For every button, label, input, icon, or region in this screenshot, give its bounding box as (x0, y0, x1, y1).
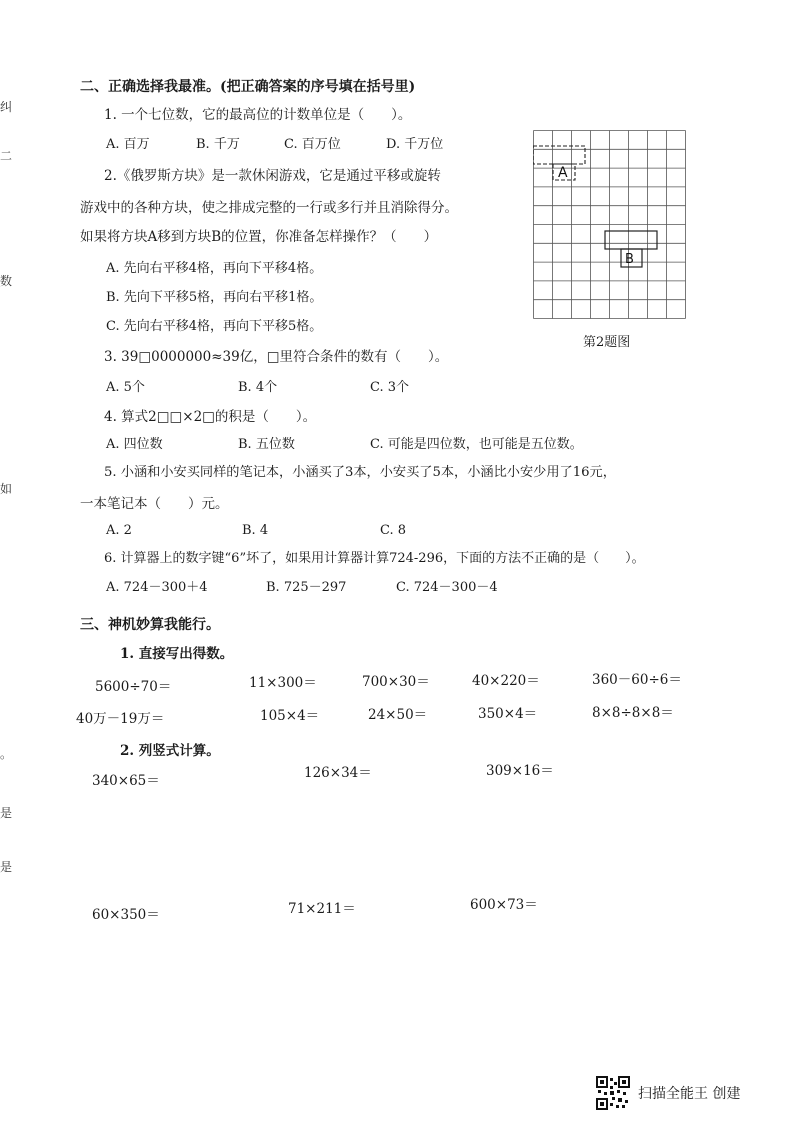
calc-item: 350×4＝ (478, 706, 538, 722)
direct-calc-heading: 1. 直接写出得数。 (120, 646, 234, 662)
edge-fragment: 纠 (0, 100, 13, 114)
q2-option-a: A. 先向右平移4格，再向下平移4格。 (106, 261, 323, 276)
question-2-line-1: 2.《俄罗斯方块》是一款休闲游戏，它是通过平移或旋转 (104, 168, 441, 184)
q4-option-b: B. 五位数 (238, 437, 295, 452)
watermark-label: 扫描全能王 创建 (638, 1086, 741, 1102)
question-3: 3. 39□0000000≈39亿，□里符合条件的数有（ ）。 (104, 349, 449, 365)
q4-option-c: C. 可能是四位数，也可能是五位数。 (370, 437, 583, 452)
vertical-calc-item: 126×34＝ (304, 765, 372, 781)
vertical-calc-item: 71×211＝ (288, 901, 356, 917)
calc-item: 700×30＝ (362, 674, 430, 690)
edge-fragment: 是 (0, 860, 13, 874)
block-b-label: B (625, 252, 634, 267)
q1-option-a: A. 百万 (106, 137, 150, 152)
q3-option-b: B. 4个 (238, 380, 278, 395)
question-2-line-2: 游戏中的各种方块，使之排成完整的一行或多行并且消除得分。 (80, 200, 458, 216)
calc-item: 105×4＝ (260, 708, 320, 724)
q6-option-b: B. 725－297 (266, 580, 347, 595)
vertical-calc-item: 60×350＝ (92, 907, 160, 923)
section-3-heading: 三、神机妙算我能行。 (80, 617, 220, 633)
question-4: 4. 算式2□□×2□的积是（ ）。 (104, 409, 317, 425)
edge-fragment: 。 (0, 747, 13, 761)
edge-fragment: 二 (0, 149, 13, 163)
q2-option-c: C. 先向右平移4格，再向下平移5格。 (106, 319, 323, 334)
tetris-grid-figure (533, 130, 687, 320)
question-5-line-2: 一本笔记本（ ）元。 (80, 496, 229, 512)
question-5-line-1: 5. 小涵和小安买同样的笔记本，小涵买了3本，小安买了5本，小涵比小安少用了16元， (104, 465, 616, 480)
question-2-line-3: 如果将方块A移到方块B的位置，你准备怎样操作？（ ） (80, 229, 438, 245)
q1-option-c: C. 百万位 (284, 137, 341, 152)
q2-option-b: B. 先向下平移5格，再向右平移1格。 (106, 290, 323, 305)
question-1: 1. 一个七位数，它的最高位的计数单位是（ ）。 (104, 107, 412, 123)
q6-option-a: A. 724－300＋4 (106, 580, 208, 595)
q3-option-c: C. 3个 (370, 380, 410, 395)
q5-option-b: B. 4 (242, 523, 269, 538)
q5-option-a: A. 2 (106, 523, 132, 538)
vertical-calc-heading: 2. 列竖式计算。 (120, 743, 220, 759)
question-6: 6. 计算器上的数字键“6”坏了，如果用计算器计算724-296，下面的方法不正确的是（ ）。 (104, 551, 645, 566)
vertical-calc-item: 340×65＝ (92, 773, 160, 789)
q5-option-c: C. 8 (380, 523, 407, 538)
vertical-calc-item: 600×73＝ (470, 897, 538, 913)
calc-item: 360－60÷6＝ (592, 672, 682, 688)
q6-option-c: C. 724－300－4 (396, 580, 498, 595)
vertical-calc-item: 309×16＝ (486, 763, 554, 779)
block-a-label: A (558, 165, 568, 181)
q1-option-b: B. 千万 (196, 137, 240, 152)
calc-item: 24×50＝ (368, 707, 428, 723)
edge-fragment: 数 (0, 274, 13, 288)
figure-caption: 第2题图 (583, 335, 631, 350)
grid-lines (534, 131, 686, 319)
edge-fragment: 是 (0, 806, 13, 820)
q4-option-a: A. 四位数 (106, 437, 163, 452)
calc-item: 8×8÷8×8＝ (592, 705, 674, 721)
scanner-watermark (596, 1075, 740, 1111)
calc-item: 40万－19万＝ (76, 711, 165, 727)
q3-option-a: A. 5个 (106, 380, 145, 395)
qr-code-icon (596, 1076, 630, 1110)
calc-item: 40×220＝ (472, 673, 540, 689)
calc-item: 11×300＝ (249, 675, 317, 691)
section-2-heading: 二、正确选择我最准。(把正确答案的序号填在括号里) (80, 79, 416, 95)
calc-item: 5600÷70＝ (95, 679, 172, 695)
edge-fragment: 如 (0, 482, 13, 496)
q1-option-d: D. 千万位 (386, 137, 444, 152)
